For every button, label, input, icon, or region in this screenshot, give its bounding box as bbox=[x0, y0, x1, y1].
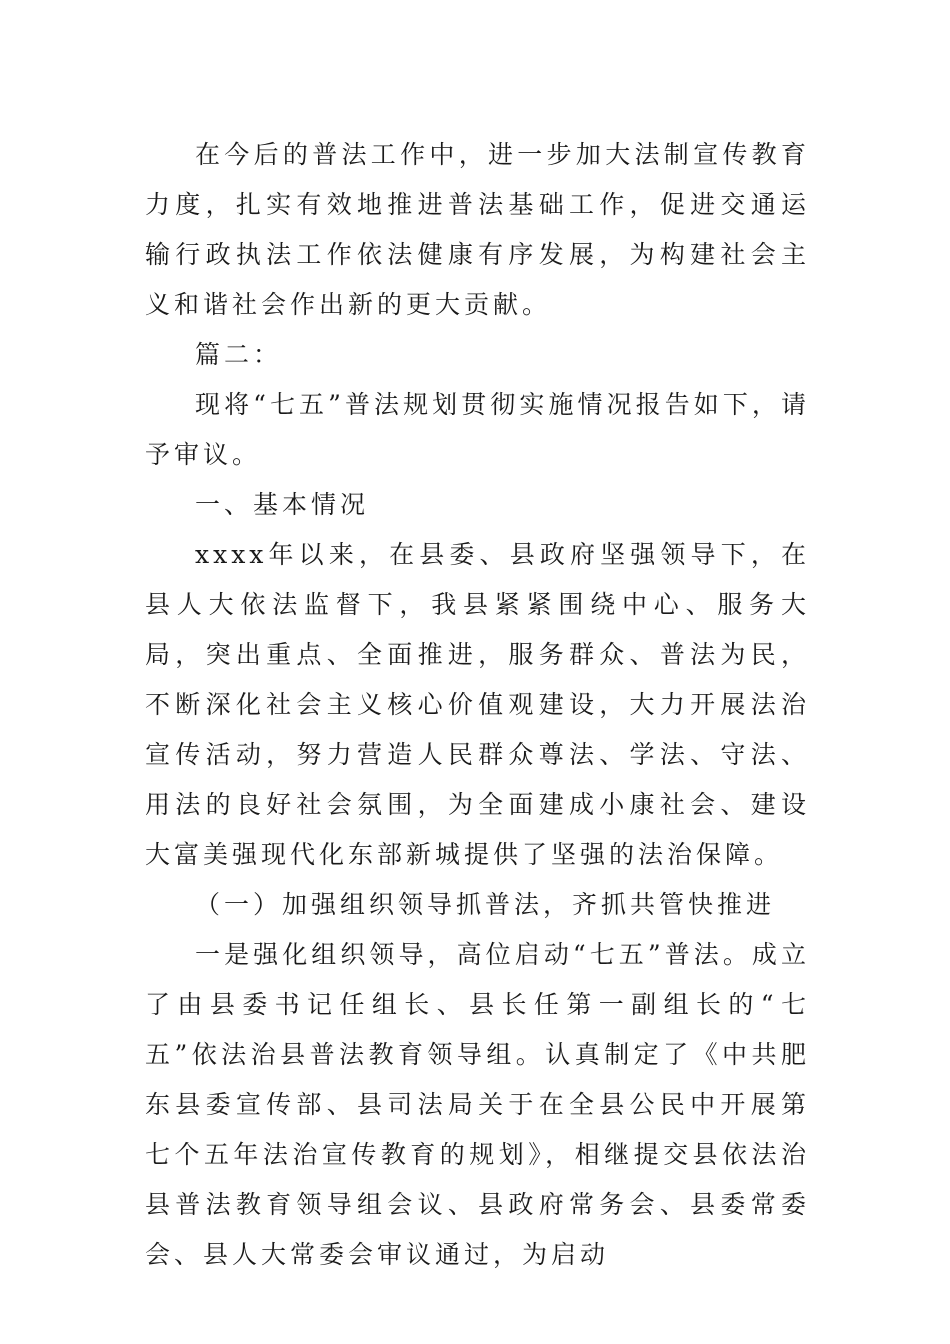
subsection-heading-organization: （一）加强组织领导抓普法，齐抓共管快推进 bbox=[195, 890, 776, 919]
section-heading-part-two: 篇二： bbox=[195, 340, 283, 369]
paragraph-overview: xxxx年以来，在县委、县政府坚强领导下，在县人大依法监督下，我县紧紧围绕中心、服务大局，突出重点、全面推进，服务群众、普法为民，不断深化社会主义核心价值观建设，大力开展法治宣传活动，努力营造人民群众尊法、学法、守法、用法的良好社会氛围，为全面建成小康社会、建设大富美强现代化东部新城提供了坚强的法治保障。 bbox=[145, 540, 810, 869]
paragraph-intro: 现将“七五”普法规划贯彻实施情况报告如下，请予审议。 bbox=[145, 390, 810, 469]
paragraph-closing: 在今后的普法工作中，进一步加大法制宣传教育力度，扎实有效地推进普法基础工作，促进交通运输行政执法工作依法健康有序发展，为构建社会主义和谐社会作出新的更大贡献。 bbox=[145, 140, 810, 319]
document-body bbox=[145, 130, 810, 1280]
section-heading-basic-situation: 一、基本情况 bbox=[195, 490, 370, 519]
paragraph-organization: 一是强化组织领导，高位启动“七五”普法。成立了由县委书记任组长、县长任第一副组长的“七五”依法治县普法教育领导组。认真制定了《中共肥东县委宣传部、县司法局关于在全县公民中开展第七个五年法治宣传教育的规划》，相继提交县依法治县普法教育领导组会议、县政府常务会、县委常委会、县人大常委会审议通过，为启动 bbox=[145, 940, 810, 1269]
